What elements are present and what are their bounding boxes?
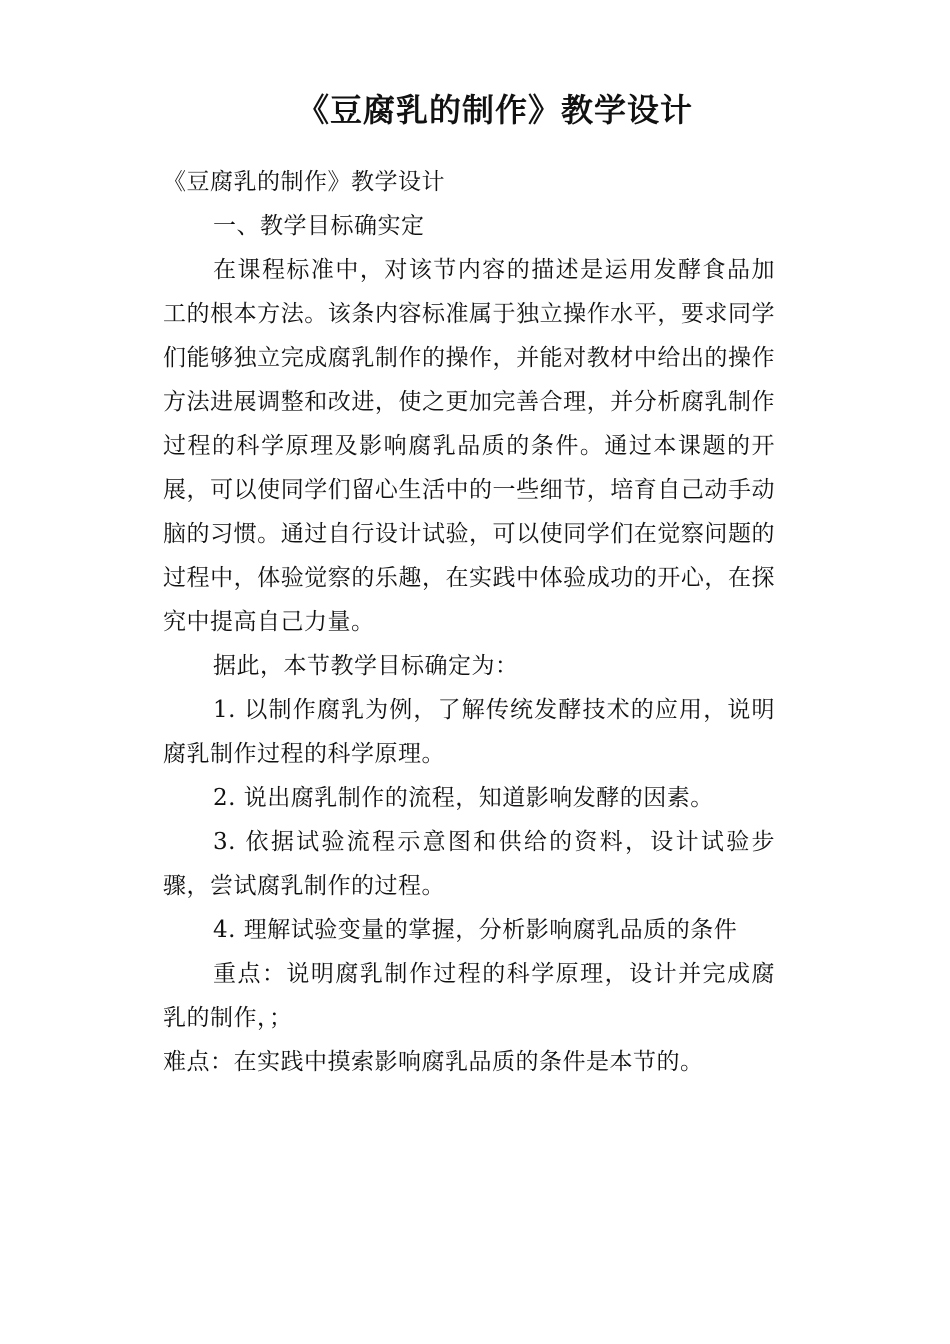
body-paragraph: 在课程标准中，对该节内容的描述是运用发酵食品加工的根本方法。该条内容标准属于独立操作水平，要求同学们能够独立完成腐乳制作的操作，并能对教材中给出的操作方法进展调整和改进，使之更加完善合理，并分析腐乳制作过程的科学原理及影响腐乳品质的条件。通过本课题的开展，可以使同学们留心生活中的一些细节，培育自己动手动脑的习惯。通过自行设计试验，可以使同学们在觉察问题的过程中，体验觉察的乐趣，在实践中体验成功的开心，在探究中提高自己力量。	[163, 257, 775, 635]
body-paragraph: 据此，本节教学目标确定为：	[213, 653, 519, 679]
section-heading: 一、教学目标确实定	[213, 213, 425, 239]
list-item: 3. 依据试验流程示意图和供给的资料，设计试验步骤，尝试腐乳制作的过程。	[163, 829, 775, 899]
difficulty-paragraph: 难点：在实践中摸索影响腐乳品质的条件是本节的。	[163, 1049, 704, 1075]
document-title: 《豆腐乳的制作》教学设计	[296, 91, 693, 129]
list-item: 1. 以制作腐乳为例，了解传统发酵技术的应用，说明腐乳制作过程的科学原理。	[163, 697, 775, 767]
subtitle-line: 《豆腐乳的制作》教学设计	[163, 169, 445, 195]
document-body	[163, 160, 775, 1084]
list-item: 4. 理解试验变量的掌握，分析影响腐乳品质的条件	[213, 917, 738, 943]
list-item: 2. 说出腐乳制作的流程，知道影响发酵的因素。	[213, 785, 714, 811]
key-point-paragraph: 重点：说明腐乳制作过程的科学原理，设计并完成腐乳的制作，；	[163, 961, 775, 1031]
